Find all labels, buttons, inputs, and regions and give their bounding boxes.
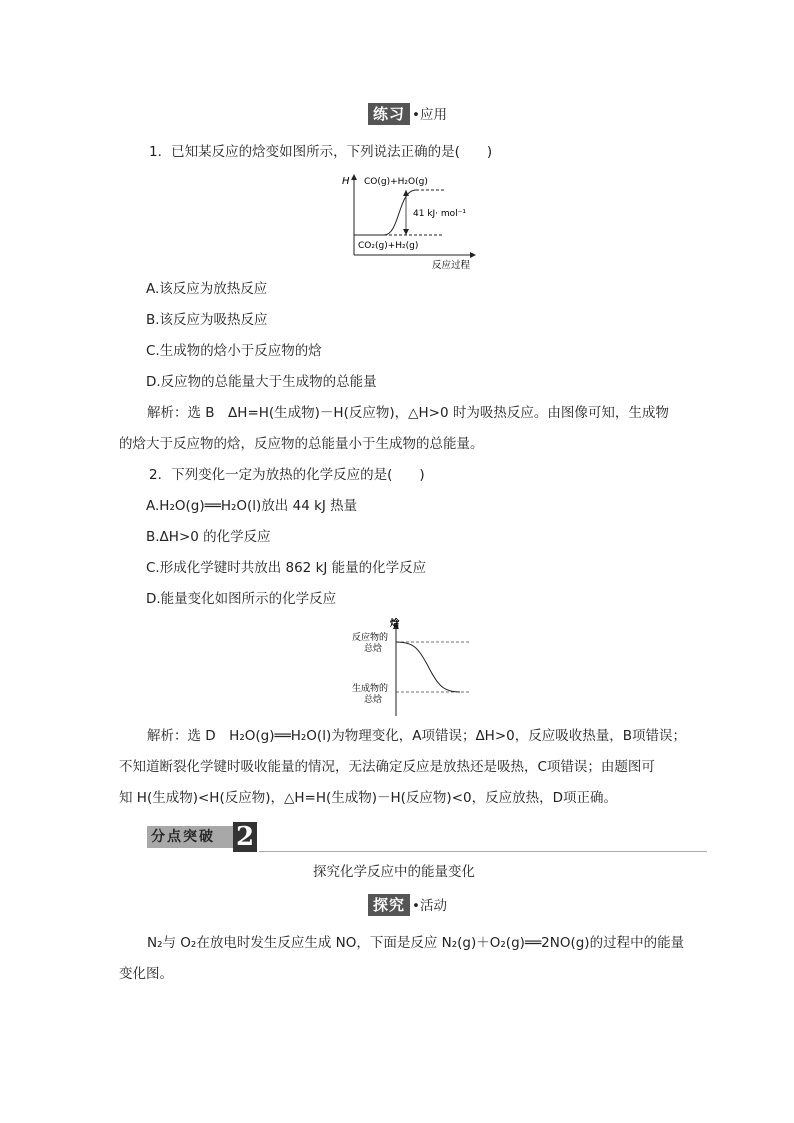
q2-option-b: B.ΔH>0 的化学反应 <box>146 529 271 545</box>
q2-chart-ylabel: 焓 <box>390 618 400 629</box>
section-banner <box>147 822 707 852</box>
explore-badge: 探究 <box>368 894 410 916</box>
q2-analysis-line3: 知 H(生成物)<H(反应物)，△H=H(生成物)－H(反应物)<0，反应放热，D项正确。 <box>119 790 617 806</box>
explore-header <box>368 898 447 914</box>
practice-badge: 练习 <box>368 103 410 125</box>
q1-chart-ylabel: H <box>342 176 350 187</box>
q1-option-d: D.反应物的总能量大于生成物的总能量 <box>146 374 377 390</box>
q2-option-a: A.H₂O(g)══H₂O(l)放出 44 kJ 热量 <box>146 498 358 514</box>
explore-line2: 变化图。 <box>119 966 173 982</box>
q1-option-a: A.该反应为放热反应 <box>146 281 268 297</box>
section-label: 分点突破 <box>147 826 233 848</box>
explore-suffix: •活动 <box>412 898 447 914</box>
q2-chart-top-label-1: 反应物的 <box>352 633 389 643</box>
q1-chart-delta: 41 kJ· mol⁻¹ <box>413 209 467 219</box>
q1-option-b: B.该反应为吸热反应 <box>146 312 268 328</box>
section-number: 2 <box>233 822 257 852</box>
q1-enthalpy-chart <box>340 170 480 270</box>
q1-chart-xlabel: 反应过程 <box>432 260 471 270</box>
practice-suffix: •应用 <box>412 107 447 123</box>
q2-analysis-line2: 不知道断裂化学键时吸收能量的情况，无法确定反应是放热还是吸热，C项错误；由题图可 <box>119 759 655 775</box>
q2-chart-top-label-2: 总焓 <box>364 644 383 654</box>
section-divider <box>259 851 707 852</box>
q1-chart-top-label: CO(g)+H₂O(g) <box>364 177 428 187</box>
practice-header <box>368 107 447 123</box>
q2-chart-bottom-label-2: 总焓 <box>364 695 383 705</box>
q2-stem: 2．下列变化一定为放热的化学反应的是( ) <box>149 467 425 483</box>
topic-title: 探究化学反应中的能量变化 <box>313 864 475 880</box>
q2-option-c: C.形成化学键时共放出 862 kJ 能量的化学反应 <box>146 560 427 576</box>
q1-stem: 1．已知某反应的焓变如图所示，下列说法正确的是( ) <box>149 144 493 160</box>
q2-chart-bottom-label-1: 生成物的 <box>352 684 389 694</box>
q2-analysis-line1: 解析：选 D H₂O(g)══H₂O(l)为物理变化，A项错误；ΔH>0，反应吸收热量，B项错误； <box>147 728 686 744</box>
q1-analysis-line2: 的焓大于反应物的焓，反应物的总能量小于生成物的总能量。 <box>119 436 484 452</box>
q2-option-d: D.能量变化如图所示的化学反应 <box>146 591 337 607</box>
q1-analysis-line1: 解析：选 B ΔH=H(生成物)－H(反应物)，△H>0 时为吸热反应。由图像可知，生成物 <box>147 405 669 421</box>
q1-chart-bottom-label: CO₂(g)+H₂(g) <box>358 241 419 251</box>
q1-option-c: C.生成物的焓小于反应物的焓 <box>146 343 322 359</box>
explore-line1: N₂与 O₂在放电时发生反应生成 NO，下面是反应 N₂(g)＋O₂(g)══2NO(g)的过程中的能量 <box>147 935 685 951</box>
q2-enthalpy-chart <box>340 618 480 718</box>
